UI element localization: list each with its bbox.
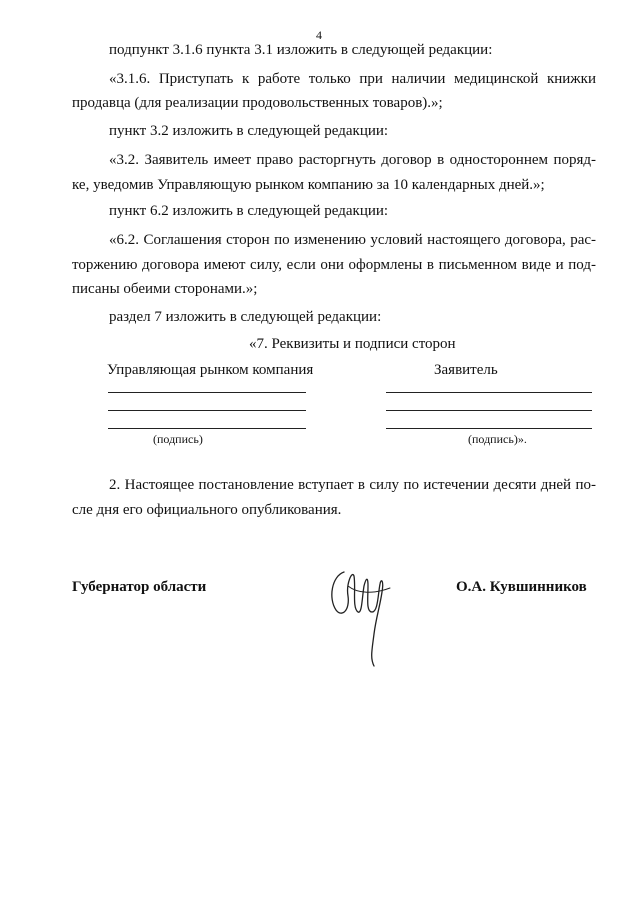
- amendment-1-text-line2: продавца (для реализации продовольственных товаров).»;: [72, 95, 443, 111]
- amendment-3-intro: пункт 6.2 изложить в следующей редакции:: [109, 203, 389, 219]
- right-party-title: Заявитель: [434, 362, 498, 378]
- right-signature-line-2: [386, 410, 592, 411]
- left-party-title: Управляющая рынком компания: [107, 362, 314, 378]
- amendment-3-text-line1: «6.2. Соглашения сторон по изменению условий настоящего договора, рас-: [109, 232, 596, 248]
- right-signature-line-3: [386, 428, 592, 429]
- clause-2-line1: 2. Настоящее постановление вступает в силу по истечении десяти дней по-: [109, 477, 596, 493]
- signatory-position: Губернатор области: [72, 579, 207, 595]
- left-signature-line-1: [108, 392, 306, 393]
- right-signature-label: (подпись)».: [468, 432, 527, 446]
- amendment-2-text-line2: ке, уведомив Управляющую рынком компанию за 10 календарных дней.»;: [72, 177, 545, 193]
- signatory-name: О.А. Кувшинников: [456, 579, 587, 595]
- clause-2-line2: сле дня его официального опубликования.: [72, 502, 342, 518]
- amendment-1-text-line1: «3.1.6. Приступать к работе только при наличии медицинской книжки: [109, 71, 596, 87]
- left-signature-line-2: [108, 410, 306, 411]
- left-signature-label: (подпись): [153, 432, 203, 446]
- amendment-3-text-line2: торжению договора имеют силу, если они оформлены в письменном виде и под-: [72, 257, 596, 273]
- section-7-title: «7. Реквизиты и подписи сторон: [249, 336, 456, 352]
- right-signature-line-1: [386, 392, 592, 393]
- page-number: 4: [316, 28, 322, 42]
- amendment-3-text-line3: писаны обеими сторонами.»;: [72, 281, 258, 297]
- amendment-2-intro: пункт 3.2 изложить в следующей редакции:: [109, 123, 389, 139]
- amendment-1-intro: подпункт 3.1.6 пункта 3.1 изложить в следующей редакции:: [109, 42, 493, 58]
- left-signature-line-3: [108, 428, 306, 429]
- amendment-2-text-line1: «3.2. Заявитель имеет право расторгнуть договор в одностороннем поряд-: [109, 152, 596, 168]
- handwritten-signature: [318, 558, 398, 670]
- amendment-4-intro: раздел 7 изложить в следующей редакции:: [109, 309, 382, 325]
